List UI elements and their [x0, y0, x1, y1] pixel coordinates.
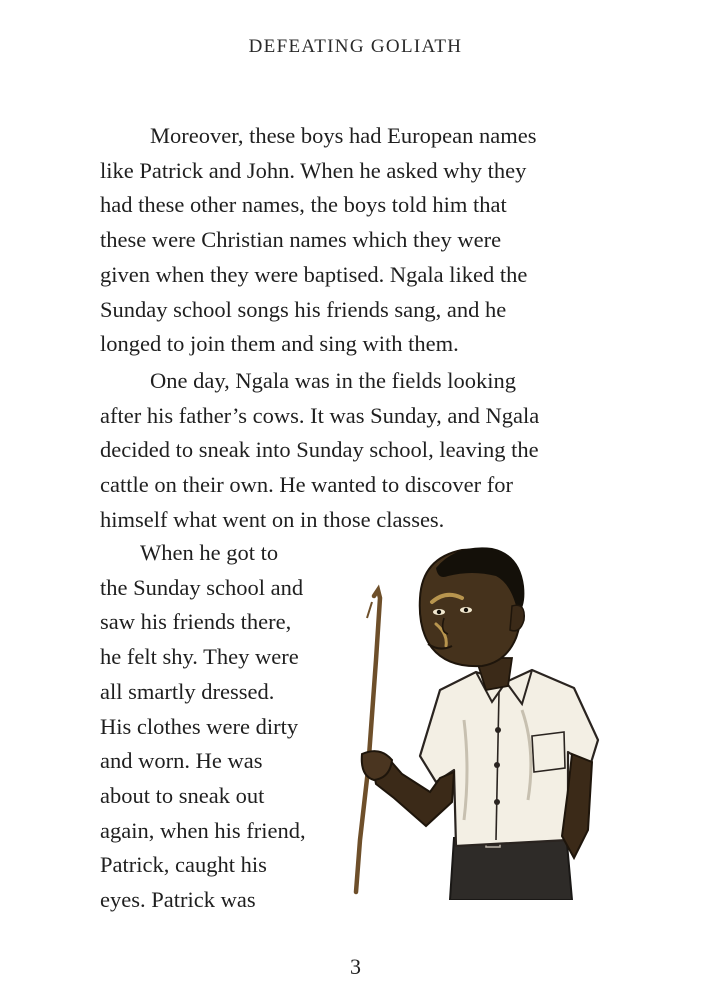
text-line: about to sneak out [100, 782, 265, 808]
text-line: had these other names, the boys told him that [100, 192, 507, 218]
text-line: His clothes were dirty [100, 713, 299, 739]
text-line: after his father’s cows. It was Sunday, and Ngala [100, 402, 540, 428]
text-line: cattle on their own. He wanted to discover for [100, 472, 513, 498]
boy-with-stick-illustration [336, 540, 626, 900]
text-line: and worn. He was [100, 748, 263, 774]
paragraph-2 [100, 364, 539, 538]
text-line: Patrick, caught his [100, 852, 267, 878]
text-line: decided to sneak into Sunday school, leaving the [100, 437, 539, 463]
text-line: When he got to [140, 540, 279, 565]
text-line: given when they were baptised. Ngala liked the [100, 261, 528, 287]
running-head: DEFEATING GOLIATH [248, 36, 463, 57]
text-line: One day, Ngala was in the fields looking [150, 368, 516, 393]
paragraph-1 [100, 119, 536, 362]
text-line: eyes. Patrick was [100, 887, 256, 913]
text-line: Sunday school songs his friends sang, and he [100, 296, 507, 322]
text-line: he felt shy. They were [100, 644, 299, 670]
text-line: these were Christian names which they were [100, 227, 502, 253]
text-line: himself what went on in those classes. [100, 506, 445, 532]
text-line: the Sunday school and [100, 574, 304, 600]
text-line: all smartly dressed. [100, 678, 275, 704]
page-number: 3 [350, 954, 361, 979]
paragraph-3 [100, 536, 306, 918]
text-line: like Patrick and John. When he asked why they [100, 157, 527, 183]
stick-icon [356, 590, 380, 892]
text-line: saw his friends there, [100, 609, 292, 635]
text-line: longed to join them and sing with them. [100, 331, 459, 357]
text-line: Moreover, these boys had European names [150, 123, 537, 148]
text-line: again, when his friend, [100, 817, 306, 843]
